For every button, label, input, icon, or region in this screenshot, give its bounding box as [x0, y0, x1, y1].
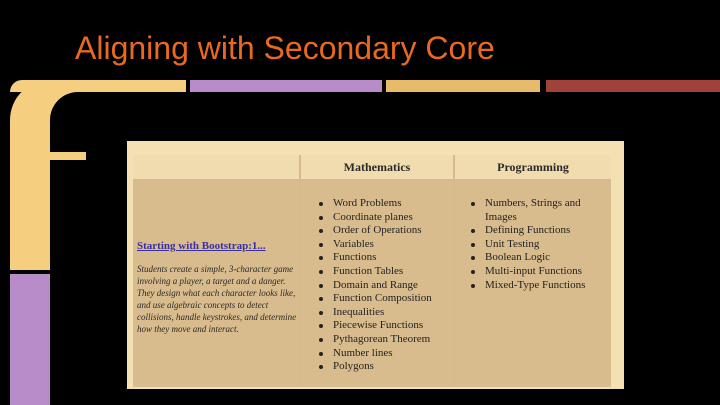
programming-list [467, 197, 615, 292]
frame-bar-tan-left [10, 140, 50, 270]
frame-bar-purple-left [10, 274, 50, 405]
list-item: Number lines [315, 347, 432, 361]
frame-bar-gold-top [386, 80, 540, 92]
list-item: Function Composition [315, 292, 432, 306]
programming-cell [455, 181, 611, 387]
mathematics-cell [301, 181, 453, 387]
unit-cell [133, 181, 299, 387]
unit-link[interactable]: Starting with Bootstrap:1... [137, 240, 266, 252]
list-item: Defining Functions [467, 224, 615, 238]
frame-corner-inner [50, 92, 90, 152]
unit-description: Students create a simple, 3-character game involving a player, a target and a danger. They design what each character looks like, and use algebraic concepts to detect collisions, handle keystrokes, and determine how they move and interact. [137, 264, 297, 334]
header-programming: Programming [455, 155, 611, 179]
frame-bar-red-top [546, 80, 720, 92]
mathematics-list [315, 197, 432, 374]
list-item: Multi-input Functions [467, 265, 615, 279]
list-item: Order of Operations [315, 224, 432, 238]
header-empty [133, 155, 299, 179]
frame-bar-tan-top [10, 80, 186, 92]
list-item: Variables [315, 238, 432, 252]
slide-title: Aligning with Secondary Core [75, 30, 495, 66]
list-item: Inequalities [315, 306, 432, 320]
curriculum-table [133, 155, 611, 387]
list-item: Word Problems [315, 197, 432, 211]
list-item: Functions [315, 251, 432, 265]
header-mathematics: Mathematics [301, 155, 453, 179]
frame-bar-purple-top [190, 80, 382, 92]
list-item: Function Tables [315, 265, 432, 279]
list-item: Unit Testing [467, 238, 615, 252]
list-item: Coordinate planes [315, 211, 432, 225]
list-item: Polygons [315, 360, 432, 374]
list-item: Mixed-Type Functions [467, 279, 615, 293]
curriculum-table-image [127, 141, 624, 389]
list-item: Piecewise Functions [315, 319, 432, 333]
list-item: Boolean Logic [467, 251, 615, 265]
list-item: Pythagorean Theorem [315, 333, 432, 347]
list-item: Domain and Range [315, 279, 432, 293]
list-item: Numbers, Strings and Images [467, 197, 615, 224]
